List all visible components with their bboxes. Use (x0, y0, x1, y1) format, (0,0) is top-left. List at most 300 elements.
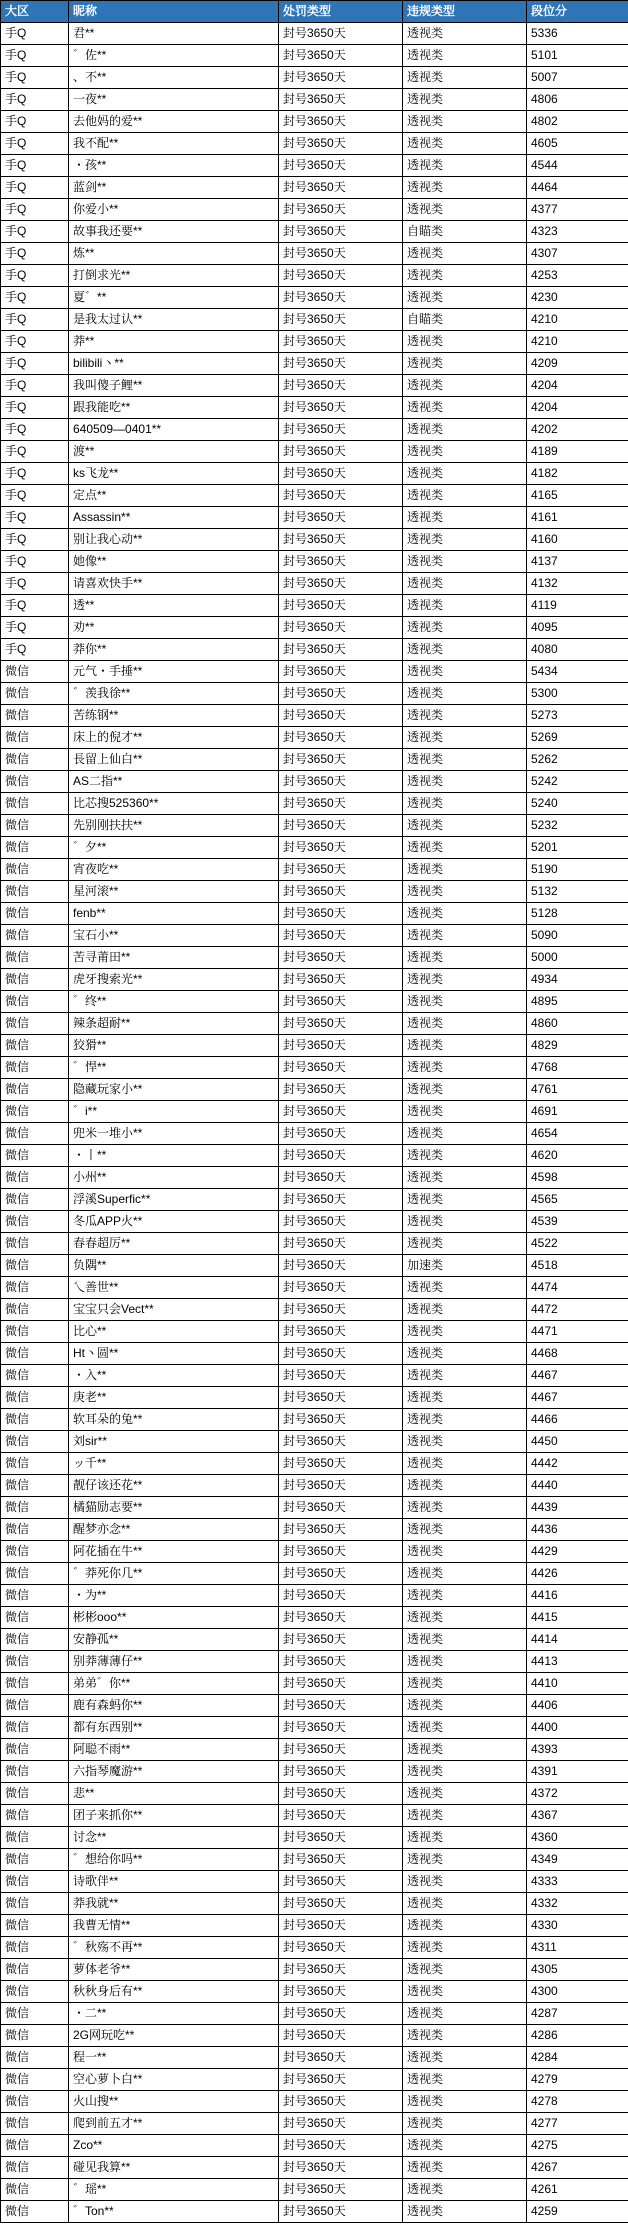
cell-region: 微信 (1, 1057, 69, 1079)
cell-region: 手Q (1, 375, 69, 397)
cell-nickname: 你爱小** (69, 199, 279, 221)
cell-violation: 透视类 (403, 243, 527, 265)
table-row (1, 617, 628, 639)
cell-rank-score: 5000 (527, 947, 628, 969)
cell-violation: 透视类 (403, 1211, 527, 1233)
cell-rank-score: 4278 (527, 2091, 628, 2113)
cell-nickname: ゛佐** (69, 45, 279, 67)
cell-punishment: 封号3650天 (279, 1893, 403, 1915)
cell-nickname: 春春超厉** (69, 1233, 279, 1255)
table-row (1, 1189, 628, 1211)
cell-region: 微信 (1, 1871, 69, 1893)
cell-violation: 透视类 (403, 1057, 527, 1079)
cell-region: 微信 (1, 2003, 69, 2025)
cell-nickname: 苦寻莆田** (69, 947, 279, 969)
cell-region: 微信 (1, 2179, 69, 2201)
cell-punishment: 封号3650天 (279, 287, 403, 309)
cell-region: 微信 (1, 793, 69, 815)
cell-rank-score: 4189 (527, 441, 628, 463)
table-row (1, 1343, 628, 1365)
cell-rank-score: 5434 (527, 661, 628, 683)
cell-punishment: 封号3650天 (279, 1915, 403, 1937)
cell-rank-score: 4429 (527, 1541, 628, 1563)
table-row (1, 1937, 628, 1959)
cell-nickname: 、不** (69, 67, 279, 89)
cell-rank-score: 4471 (527, 1321, 628, 1343)
cell-punishment: 封号3650天 (279, 1365, 403, 1387)
table-row (1, 243, 628, 265)
cell-region: 微信 (1, 1343, 69, 1365)
table-row (1, 441, 628, 463)
cell-region: 微信 (1, 859, 69, 881)
cell-violation: 透视类 (403, 1277, 527, 1299)
cell-nickname: 都有东西别** (69, 1717, 279, 1739)
cell-rank-score: 4768 (527, 1057, 628, 1079)
cell-violation: 透视类 (403, 1233, 527, 1255)
cell-punishment: 封号3650天 (279, 45, 403, 67)
cell-violation: 透视类 (403, 485, 527, 507)
cell-violation: 透视类 (403, 1453, 527, 1475)
cell-rank-score: 4467 (527, 1387, 628, 1409)
table-row (1, 815, 628, 837)
cell-region: 微信 (1, 1717, 69, 1739)
cell-violation: 透视类 (403, 727, 527, 749)
table-row (1, 1079, 628, 1101)
cell-punishment: 封号3650天 (279, 2201, 403, 2223)
cell-punishment: 封号3650天 (279, 815, 403, 837)
cell-violation: 透视类 (403, 793, 527, 815)
cell-violation: 透视类 (403, 683, 527, 705)
cell-punishment: 封号3650天 (279, 1673, 403, 1695)
cell-nickname: 安静孤** (69, 1629, 279, 1651)
cell-punishment: 封号3650天 (279, 705, 403, 727)
cell-region: 微信 (1, 1959, 69, 1981)
cell-rank-score: 5269 (527, 727, 628, 749)
cell-rank-score: 4119 (527, 595, 628, 617)
cell-nickname: ・孩** (69, 155, 279, 177)
table-row (1, 1695, 628, 1717)
cell-nickname: 我不配** (69, 133, 279, 155)
cell-rank-score: 4165 (527, 485, 628, 507)
cell-nickname: ゛终** (69, 991, 279, 1013)
cell-nickname: 碰见我算** (69, 2157, 279, 2179)
cell-region: 微信 (1, 1849, 69, 1871)
cell-region: 微信 (1, 1101, 69, 1123)
table-row (1, 2135, 628, 2157)
table-row (1, 1519, 628, 1541)
cell-nickname: 彬彬ooo** (69, 1607, 279, 1629)
cell-violation: 透视类 (403, 617, 527, 639)
cell-punishment: 封号3650天 (279, 1321, 403, 1343)
cell-punishment: 封号3650天 (279, 199, 403, 221)
cell-violation: 透视类 (403, 67, 527, 89)
cell-rank-score: 4565 (527, 1189, 628, 1211)
table-row (1, 573, 628, 595)
cell-region: 微信 (1, 1673, 69, 1695)
cell-region: 手Q (1, 199, 69, 221)
table-row (1, 1057, 628, 1079)
cell-nickname: AS二指** (69, 771, 279, 793)
cell-punishment: 封号3650天 (279, 1761, 403, 1783)
table-row (1, 1981, 628, 2003)
cell-violation: 透视类 (403, 1079, 527, 1101)
cell-rank-score: 4277 (527, 2113, 628, 2135)
cell-rank-score: 4806 (527, 89, 628, 111)
table-row (1, 749, 628, 771)
cell-region: 微信 (1, 1013, 69, 1035)
cell-rank-score: 4333 (527, 1871, 628, 1893)
cell-nickname: 橘猫励志要** (69, 1497, 279, 1519)
cell-violation: 透视类 (403, 353, 527, 375)
cell-nickname: 炼** (69, 243, 279, 265)
cell-punishment: 封号3650天 (279, 1783, 403, 1805)
table-row (1, 837, 628, 859)
cell-nickname: 莽** (69, 331, 279, 353)
table-row (1, 1101, 628, 1123)
cell-nickname: 别莽薄薄仔** (69, 1651, 279, 1673)
cell-punishment: 封号3650天 (279, 1123, 403, 1145)
table-row (1, 331, 628, 353)
cell-punishment: 封号3650天 (279, 1585, 403, 1607)
cell-punishment: 封号3650天 (279, 1299, 403, 1321)
cell-nickname: ・丨** (69, 1145, 279, 1167)
table-row (1, 2179, 628, 2201)
cell-rank-score: 4137 (527, 551, 628, 573)
cell-violation: 透视类 (403, 45, 527, 67)
cell-punishment: 封号3650天 (279, 1497, 403, 1519)
cell-nickname: 秋秋身后有** (69, 1981, 279, 2003)
cell-rank-score: 4761 (527, 1079, 628, 1101)
cell-violation: 透视类 (403, 1497, 527, 1519)
cell-region: 微信 (1, 1255, 69, 1277)
cell-violation: 加速类 (403, 1255, 527, 1277)
cell-violation: 透视类 (403, 111, 527, 133)
cell-nickname: 640509—0401** (69, 419, 279, 441)
cell-nickname: 比芯搜525360** (69, 793, 279, 815)
cell-rank-score: 5262 (527, 749, 628, 771)
cell-rank-score: 4261 (527, 2179, 628, 2201)
cell-violation: 透视类 (403, 1321, 527, 1343)
cell-nickname: 阿聪不雨** (69, 1739, 279, 1761)
cell-nickname: ゛想给你吗** (69, 1849, 279, 1871)
cell-punishment: 封号3650天 (279, 221, 403, 243)
table-row (1, 1827, 628, 1849)
cell-rank-score: 4275 (527, 2135, 628, 2157)
table-row (1, 1849, 628, 1871)
cell-rank-score: 5090 (527, 925, 628, 947)
cell-rank-score: 4210 (527, 309, 628, 331)
table-row (1, 485, 628, 507)
cell-nickname: 床上的倪才** (69, 727, 279, 749)
cell-rank-score: 4161 (527, 507, 628, 529)
cell-violation: 透视类 (403, 749, 527, 771)
cell-region: 手Q (1, 485, 69, 507)
cell-nickname: 庚老** (69, 1387, 279, 1409)
table-row (1, 1145, 628, 1167)
cell-rank-score: 4287 (527, 2003, 628, 2025)
cell-violation: 透视类 (403, 1475, 527, 1497)
table-row (1, 353, 628, 375)
cell-violation: 透视类 (403, 155, 527, 177)
cell-nickname: ゛羡我徐** (69, 683, 279, 705)
cell-punishment: 封号3650天 (279, 155, 403, 177)
cell-violation: 透视类 (403, 1431, 527, 1453)
cell-violation: 透视类 (403, 969, 527, 991)
cell-rank-score: 5232 (527, 815, 628, 837)
cell-region: 微信 (1, 1431, 69, 1453)
table-body (1, 23, 628, 2223)
table-row (1, 595, 628, 617)
cell-violation: 透视类 (403, 89, 527, 111)
table-row (1, 991, 628, 1013)
cell-nickname: 程一** (69, 2047, 279, 2069)
cell-violation: 透视类 (403, 1299, 527, 1321)
cell-rank-score: 5132 (527, 881, 628, 903)
cell-punishment: 封号3650天 (279, 1937, 403, 1959)
table-row (1, 1563, 628, 1585)
cell-rank-score: 4934 (527, 969, 628, 991)
cell-region: 微信 (1, 2135, 69, 2157)
cell-rank-score: 4654 (527, 1123, 628, 1145)
cell-violation: 透视类 (403, 595, 527, 617)
cell-rank-score: 4598 (527, 1167, 628, 1189)
cell-region: 微信 (1, 881, 69, 903)
cell-region: 微信 (1, 1519, 69, 1541)
cell-violation: 透视类 (403, 2157, 527, 2179)
cell-punishment: 封号3650天 (279, 1387, 403, 1409)
cell-rank-score: 4544 (527, 155, 628, 177)
cell-nickname: ・二** (69, 2003, 279, 2025)
cell-rank-score: 5240 (527, 793, 628, 815)
cell-nickname: 渡** (69, 441, 279, 463)
table-row (1, 2201, 628, 2223)
cell-punishment: 封号3650天 (279, 1981, 403, 2003)
cell-violation: 透视类 (403, 1893, 527, 1915)
table-row (1, 1893, 628, 1915)
table-row (1, 1277, 628, 1299)
table-row (1, 199, 628, 221)
cell-violation: 透视类 (403, 1145, 527, 1167)
cell-nickname: 君** (69, 23, 279, 45)
cell-nickname: 宝宝只会Vect** (69, 1299, 279, 1321)
cell-punishment: 封号3650天 (279, 1959, 403, 1981)
cell-rank-score: 4522 (527, 1233, 628, 1255)
cell-punishment: 封号3650天 (279, 793, 403, 815)
cell-rank-score: 4323 (527, 221, 628, 243)
cell-violation: 透视类 (403, 2135, 527, 2157)
cell-nickname: 定点** (69, 485, 279, 507)
cell-nickname: ッ千** (69, 1453, 279, 1475)
cell-violation: 透视类 (403, 2069, 527, 2091)
cell-punishment: 封号3650天 (279, 881, 403, 903)
cell-violation: 透视类 (403, 2179, 527, 2201)
cell-rank-score: 4080 (527, 639, 628, 661)
cell-rank-score: 4440 (527, 1475, 628, 1497)
cell-nickname: ゛夕** (69, 837, 279, 859)
cell-rank-score: 4400 (527, 1717, 628, 1739)
table-row (1, 309, 628, 331)
cell-punishment: 封号3650天 (279, 1145, 403, 1167)
cell-rank-score: 4209 (527, 353, 628, 375)
cell-nickname: 请喜欢快手** (69, 573, 279, 595)
table-row (1, 1321, 628, 1343)
cell-region: 手Q (1, 441, 69, 463)
cell-nickname: ゛悍** (69, 1057, 279, 1079)
cell-punishment: 封号3650天 (279, 23, 403, 45)
table-header (1, 1, 628, 23)
cell-punishment: 封号3650天 (279, 1541, 403, 1563)
cell-nickname: ・为** (69, 1585, 279, 1607)
cell-rank-score: 4829 (527, 1035, 628, 1057)
cell-nickname: 夏゛** (69, 287, 279, 309)
cell-region: 微信 (1, 1541, 69, 1563)
cell-region: 微信 (1, 2201, 69, 2223)
cell-region: 微信 (1, 1475, 69, 1497)
cell-violation: 透视类 (403, 1387, 527, 1409)
cell-region: 微信 (1, 1937, 69, 1959)
cell-violation: 透视类 (403, 2113, 527, 2135)
cell-nickname: 打倒求光** (69, 265, 279, 287)
cell-region: 手Q (1, 243, 69, 265)
cell-region: 微信 (1, 705, 69, 727)
cell-region: 微信 (1, 947, 69, 969)
cell-region: 手Q (1, 155, 69, 177)
cell-punishment: 封号3650天 (279, 67, 403, 89)
cell-rank-score: 4410 (527, 1673, 628, 1695)
cell-violation: 透视类 (403, 837, 527, 859)
cell-rank-score: 5128 (527, 903, 628, 925)
table-row (1, 1453, 628, 1475)
cell-punishment: 封号3650天 (279, 661, 403, 683)
table-row (1, 463, 628, 485)
cell-rank-score: 4095 (527, 617, 628, 639)
table-row (1, 45, 628, 67)
table-row (1, 155, 628, 177)
cell-region: 微信 (1, 771, 69, 793)
cell-region: 微信 (1, 1145, 69, 1167)
cell-nickname: 隐藏玩家小** (69, 1079, 279, 1101)
cell-rank-score: 4416 (527, 1585, 628, 1607)
cell-nickname: bilibili丶** (69, 353, 279, 375)
table-row (1, 1739, 628, 1761)
cell-nickname: 浮溪Superfic** (69, 1189, 279, 1211)
cell-nickname: Assassin** (69, 507, 279, 529)
cell-nickname: ゛秋殇不再** (69, 1937, 279, 1959)
cell-rank-score: 4267 (527, 2157, 628, 2179)
table-row (1, 771, 628, 793)
cell-rank-score: 4360 (527, 1827, 628, 1849)
cell-violation: 透视类 (403, 881, 527, 903)
cell-region: 手Q (1, 89, 69, 111)
cell-violation: 透视类 (403, 1189, 527, 1211)
cell-nickname: 莽你** (69, 639, 279, 661)
cell-nickname: 我叫傻子鲤** (69, 375, 279, 397)
table-row (1, 1717, 628, 1739)
cell-rank-score: 4284 (527, 2047, 628, 2069)
cell-region: 手Q (1, 617, 69, 639)
table-row (1, 1585, 628, 1607)
table-row (1, 1761, 628, 1783)
cell-nickname: 蓝剑** (69, 177, 279, 199)
cell-region: 微信 (1, 2157, 69, 2179)
cell-violation: 透视类 (403, 1915, 527, 1937)
cell-rank-score: 4305 (527, 1959, 628, 1981)
table-row (1, 419, 628, 441)
cell-nickname: 讨念** (69, 1827, 279, 1849)
table-row (1, 2113, 628, 2135)
cell-rank-score: 4468 (527, 1343, 628, 1365)
cell-punishment: 封号3650天 (279, 2179, 403, 2201)
cell-rank-score: 4204 (527, 375, 628, 397)
cell-punishment: 封号3650天 (279, 2135, 403, 2157)
cell-violation: 透视类 (403, 23, 527, 45)
table-row (1, 1915, 628, 1937)
cell-region: 手Q (1, 419, 69, 441)
cell-punishment: 封号3650天 (279, 309, 403, 331)
cell-violation: 透视类 (403, 1695, 527, 1717)
cell-punishment: 封号3650天 (279, 749, 403, 771)
cell-punishment: 封号3650天 (279, 353, 403, 375)
cell-violation: 透视类 (403, 1365, 527, 1387)
cell-violation: 透视类 (403, 1783, 527, 1805)
header-row (1, 1, 628, 23)
cell-region: 手Q (1, 639, 69, 661)
cell-rank-score: 4895 (527, 991, 628, 1013)
cell-nickname: 故事我还要** (69, 221, 279, 243)
table-row (1, 727, 628, 749)
cell-punishment: 封号3650天 (279, 837, 403, 859)
table-row (1, 661, 628, 683)
cell-violation: 透视类 (403, 1409, 527, 1431)
cell-rank-score: 4439 (527, 1497, 628, 1519)
table-row (1, 1255, 628, 1277)
cell-region: 微信 (1, 1453, 69, 1475)
table-row (1, 1123, 628, 1145)
cell-punishment: 封号3650天 (279, 111, 403, 133)
cell-rank-score: 4426 (527, 1563, 628, 1585)
cell-region: 微信 (1, 1409, 69, 1431)
cell-rank-score: 4413 (527, 1651, 628, 1673)
table-row (1, 1805, 628, 1827)
cell-rank-score: 4474 (527, 1277, 628, 1299)
cell-punishment: 封号3650天 (279, 1101, 403, 1123)
cell-nickname: 弟弟゛你** (69, 1673, 279, 1695)
cell-rank-score: 4442 (527, 1453, 628, 1475)
cell-region: 微信 (1, 1805, 69, 1827)
cell-punishment: 封号3650天 (279, 1651, 403, 1673)
cell-region: 手Q (1, 529, 69, 551)
cell-nickname: 诗歌伴** (69, 1871, 279, 1893)
cell-nickname: 阿花插在牛** (69, 1541, 279, 1563)
table-row (1, 1541, 628, 1563)
table-row (1, 2091, 628, 2113)
cell-violation: 透视类 (403, 573, 527, 595)
table-row (1, 639, 628, 661)
cell-nickname: ks飞龙** (69, 463, 279, 485)
cell-violation: 透视类 (403, 1651, 527, 1673)
cell-rank-score: 4467 (527, 1365, 628, 1387)
cell-punishment: 封号3650天 (279, 2157, 403, 2179)
cell-rank-score: 4300 (527, 1981, 628, 2003)
cell-region: 微信 (1, 1563, 69, 1585)
cell-rank-score: 4802 (527, 111, 628, 133)
cell-punishment: 封号3650天 (279, 639, 403, 661)
cell-nickname: ゛i** (69, 1101, 279, 1123)
cell-nickname: 一夜** (69, 89, 279, 111)
cell-region: 微信 (1, 2091, 69, 2113)
cell-region: 手Q (1, 265, 69, 287)
cell-region: 手Q (1, 111, 69, 133)
